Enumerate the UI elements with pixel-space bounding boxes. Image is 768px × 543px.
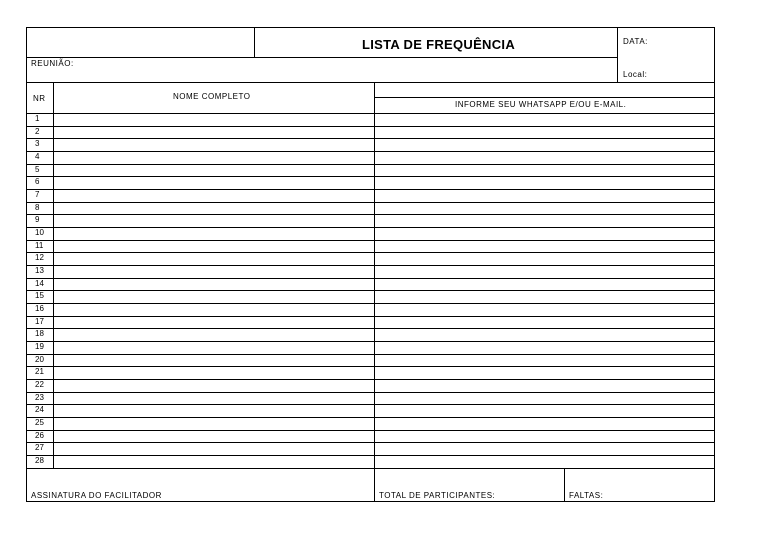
contact-cell[interactable]	[375, 114, 714, 126]
contact-cell[interactable]	[375, 241, 714, 253]
divider	[254, 28, 255, 57]
name-cell[interactable]	[54, 165, 374, 177]
contact-cell[interactable]	[375, 152, 714, 164]
divider	[27, 82, 714, 83]
row-number: 8	[35, 202, 40, 212]
column-header-contact: INFORME SEU WHATSAPP E/OU E-MAIL.	[455, 100, 627, 109]
row-number: 22	[35, 380, 44, 390]
table-row	[27, 114, 714, 127]
row-number: 24	[35, 405, 44, 415]
row-number: 19	[35, 342, 44, 352]
name-cell[interactable]	[54, 342, 374, 354]
name-cell[interactable]	[54, 139, 374, 151]
table-row	[27, 342, 714, 355]
contact-cell[interactable]	[375, 367, 714, 379]
table-row	[27, 456, 714, 469]
name-cell[interactable]	[54, 152, 374, 164]
name-cell[interactable]	[54, 279, 374, 291]
table-row	[27, 152, 714, 165]
name-cell[interactable]	[54, 367, 374, 379]
attendance-sheet	[26, 27, 715, 502]
table-row	[27, 215, 714, 228]
contact-cell[interactable]	[375, 279, 714, 291]
row-number: 26	[35, 430, 44, 440]
contact-cell[interactable]	[375, 456, 714, 468]
table-row	[27, 139, 714, 152]
row-number: 13	[35, 266, 44, 276]
name-cell[interactable]	[54, 190, 374, 202]
table-row	[27, 304, 714, 317]
row-number: 10	[35, 228, 44, 238]
contact-cell[interactable]	[375, 431, 714, 443]
name-cell[interactable]	[54, 317, 374, 329]
contact-cell[interactable]	[375, 291, 714, 303]
row-number: 27	[35, 443, 44, 453]
local-label: Local:	[623, 70, 648, 79]
contact-cell[interactable]	[375, 304, 714, 316]
absences-label: FALTAS:	[569, 491, 604, 500]
row-number: 1	[35, 114, 40, 123]
contact-cell[interactable]	[375, 266, 714, 278]
row-number: 2	[35, 126, 40, 136]
table-row	[27, 443, 714, 456]
total-participants-label: TOTAL DE PARTICIPANTES:	[379, 491, 496, 500]
row-number: 12	[35, 253, 44, 263]
contact-cell[interactable]	[375, 418, 714, 430]
divider	[564, 469, 565, 501]
name-cell[interactable]	[54, 405, 374, 417]
row-number: 11	[35, 240, 44, 250]
row-number: 4	[35, 152, 40, 161]
contact-cell[interactable]	[375, 405, 714, 417]
row-number: 25	[35, 418, 44, 428]
contact-cell[interactable]	[375, 380, 714, 392]
contact-cell[interactable]	[375, 139, 714, 151]
row-number: 3	[35, 139, 40, 149]
column-header-name: NOME COMPLETO	[173, 92, 251, 101]
contact-cell[interactable]	[375, 127, 714, 139]
table-row	[27, 291, 714, 304]
table-row	[27, 367, 714, 380]
divider	[374, 97, 714, 98]
name-cell[interactable]	[54, 329, 374, 341]
name-cell[interactable]	[54, 443, 374, 455]
name-cell[interactable]	[54, 304, 374, 316]
table-row	[27, 266, 714, 279]
table-row	[27, 393, 714, 406]
signature-label: ASSINATURA DO FACILITADOR	[31, 491, 162, 500]
name-cell[interactable]	[54, 266, 374, 278]
table-row	[27, 355, 714, 368]
table-row	[27, 177, 714, 190]
row-number: 14	[35, 278, 44, 288]
name-cell[interactable]	[54, 431, 374, 443]
contact-cell[interactable]	[375, 317, 714, 329]
name-cell[interactable]	[54, 253, 374, 265]
table-row	[27, 253, 714, 266]
table-row	[27, 279, 714, 292]
contact-cell[interactable]	[375, 342, 714, 354]
table-row	[27, 380, 714, 393]
attendance-rows	[27, 114, 714, 469]
row-number: 9	[35, 215, 40, 225]
row-number: 17	[35, 316, 44, 326]
row-number: 18	[35, 329, 44, 339]
contact-cell[interactable]	[375, 203, 714, 215]
table-row	[27, 190, 714, 203]
row-number: 15	[35, 291, 44, 301]
table-row	[27, 228, 714, 241]
name-cell[interactable]	[54, 291, 374, 303]
column-header-nr: NR	[33, 94, 46, 103]
contact-cell[interactable]	[375, 393, 714, 405]
name-cell[interactable]	[54, 355, 374, 367]
table-row	[27, 405, 714, 418]
contact-cell[interactable]	[375, 228, 714, 240]
divider	[27, 57, 617, 58]
page-title: LISTA DE FREQUÊNCIA	[362, 37, 516, 52]
date-label: DATA:	[623, 37, 648, 46]
table-row	[27, 127, 714, 140]
contact-cell[interactable]	[375, 355, 714, 367]
name-cell[interactable]	[54, 177, 374, 189]
row-number: 21	[35, 367, 44, 377]
table-row	[27, 241, 714, 254]
contact-cell[interactable]	[375, 443, 714, 455]
table-row	[27, 329, 714, 342]
name-cell[interactable]	[54, 456, 374, 468]
contact-cell[interactable]	[375, 177, 714, 189]
row-number: 7	[35, 190, 40, 200]
name-cell[interactable]	[54, 215, 374, 227]
table-row	[27, 418, 714, 431]
row-number: 6	[35, 177, 40, 187]
name-cell[interactable]	[54, 114, 374, 126]
row-number: 28	[35, 456, 44, 466]
name-cell[interactable]	[54, 228, 374, 240]
contact-cell[interactable]	[375, 253, 714, 265]
name-cell[interactable]	[54, 241, 374, 253]
table-row	[27, 431, 714, 444]
name-cell[interactable]	[54, 203, 374, 215]
name-cell[interactable]	[54, 380, 374, 392]
row-number: 23	[35, 392, 44, 402]
name-cell[interactable]	[54, 127, 374, 139]
name-cell[interactable]	[54, 393, 374, 405]
meeting-label: REUNIÃO:	[31, 59, 74, 68]
contact-cell[interactable]	[375, 190, 714, 202]
name-cell[interactable]	[54, 418, 374, 430]
row-number: 20	[35, 354, 44, 364]
row-number: 5	[35, 164, 40, 174]
divider	[617, 28, 618, 82]
contact-cell[interactable]	[375, 329, 714, 341]
row-number: 16	[35, 304, 44, 314]
table-row	[27, 317, 714, 330]
table-row	[27, 165, 714, 178]
contact-cell[interactable]	[375, 165, 714, 177]
table-row	[27, 203, 714, 216]
contact-cell[interactable]	[375, 215, 714, 227]
